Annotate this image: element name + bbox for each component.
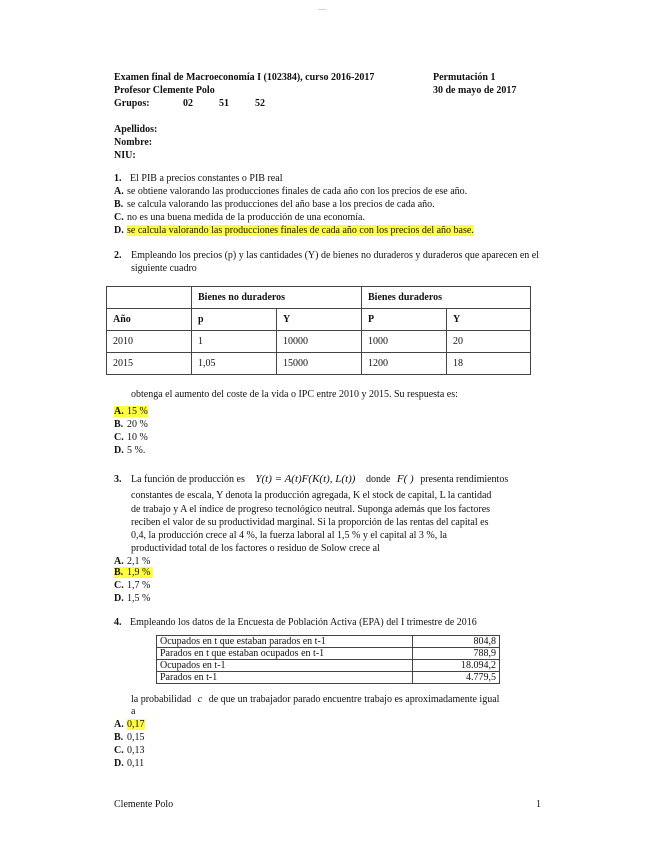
q4-option-d[interactable]: [114, 757, 144, 770]
option-text: no es una buena medida de la producción de una economía.: [127, 212, 365, 223]
table-cell: Parados en t que estaban ocupados en t-1: [157, 648, 413, 660]
prices-quantities-table: [106, 286, 531, 375]
groups-label: Grupos:: [114, 98, 150, 109]
option-text: 0,13: [127, 745, 145, 756]
table-cell: 10000: [277, 331, 362, 353]
table-cell: Parados en t-1: [157, 672, 413, 684]
option-text-highlighted: 15 %: [127, 406, 148, 417]
group-number: 51: [219, 98, 229, 109]
column-header: Y: [277, 309, 362, 331]
option-letter: A.: [114, 556, 124, 567]
question-text: donde: [365, 474, 391, 485]
table-cell: Ocupados en t-1: [157, 660, 413, 672]
q1-option-d[interactable]: [114, 224, 474, 237]
exam-date: 30 de mayo de 2017: [433, 85, 517, 96]
surname-label: Apellidos:: [114, 124, 158, 135]
option-letter: D.: [114, 758, 124, 769]
question-text: la probabilidad: [131, 694, 192, 705]
option-text: 0,11: [127, 758, 145, 769]
option-text-highlighted: 0,17: [127, 719, 145, 730]
option-text: 20 %: [127, 419, 148, 430]
group-number: 52: [255, 98, 265, 109]
question-text: de que un trabajador parado encuentre trabajo es aproximadamente igual: [208, 694, 500, 705]
question-3-line: 0,4, la producción crece al 4 %, la fuerza laboral al 1,5 % y el capital al 3 %, la: [131, 530, 447, 541]
question-3-line: reciben el valor de su productividad marginal. Si la proporción de las rentas del capital es: [131, 517, 489, 528]
table-cell: 1000: [362, 331, 447, 353]
option-text: 2,1 %: [127, 556, 151, 567]
name-label: Nombre:: [114, 137, 153, 148]
column-header: P: [362, 309, 447, 331]
q2-option-d[interactable]: [114, 444, 145, 457]
option-letter: C.: [114, 212, 124, 223]
question-3-line: de trabajo y A el índice de progreso tecnológico neutral. Suponga además que los factores: [131, 504, 491, 515]
question-2-number: 2.: [114, 250, 122, 261]
group-number: 02: [183, 98, 193, 109]
q1-option-b[interactable]: [114, 198, 435, 211]
question-number: 1.: [114, 173, 122, 184]
question-text: El PIB a precios constantes o PIB real: [130, 173, 283, 184]
table-cell: 804,8: [413, 636, 500, 648]
group-header: Bienes no duraderos: [192, 287, 362, 309]
table-row: [107, 331, 531, 353]
table-row: [157, 648, 500, 660]
q4-option-c[interactable]: [114, 744, 145, 757]
question-4: [114, 616, 477, 629]
question-number: 4.: [114, 617, 122, 628]
table-cell: 4.779,5: [413, 672, 500, 684]
column-header: Y: [447, 309, 531, 331]
page-number: 1: [536, 799, 541, 810]
option-text: 0,15: [127, 732, 145, 743]
option-letter: A.: [114, 719, 124, 730]
table-row: [107, 287, 531, 309]
question-3-line: constantes de escala, Y denota la producción agregada, K el stock de capital, L la cantidad: [131, 490, 492, 501]
option-letter: C.: [114, 580, 124, 591]
q3-option-c[interactable]: [114, 579, 150, 592]
question-4-prompt: [131, 693, 499, 706]
production-function-formula: Y(t) = A(t)F(K(t), L(t)): [255, 473, 356, 485]
table-cell: 15000: [277, 353, 362, 375]
question-4-prompt-end: a: [131, 706, 136, 717]
option-letter: D.: [114, 445, 124, 456]
exam-title: Examen final de Macroeconomía I (102384), curso 2016-2017: [114, 72, 375, 83]
q3-option-d[interactable]: [114, 592, 150, 605]
option-text: 1,7 %: [127, 580, 151, 591]
question-text: Empleando los datos de la Encuesta de Población Activa (EPA) del I trimestre de 2016: [130, 617, 477, 628]
table-row: [107, 309, 531, 331]
column-header: p: [192, 309, 277, 331]
option-letter: C.: [114, 432, 124, 443]
option-text: se calcula valorando las producciones del año base a los precios de cada año.: [127, 199, 435, 210]
question-2-text: Empleando los precios (p) y las cantidades (Y) de bienes no duraderos y duraderos que aparecen en el siguiente cuadro: [131, 250, 539, 274]
option-letter: B.: [114, 199, 124, 210]
q3-option-b[interactable]: [114, 566, 153, 579]
q4-option-a[interactable]: [114, 718, 145, 731]
footer-author: Clemente Polo: [114, 799, 174, 810]
table-row: [157, 672, 500, 684]
q2-option-a[interactable]: [114, 405, 148, 418]
option-text: 5 %.: [127, 445, 146, 456]
option-letter: B.: [114, 419, 124, 430]
question-3-number: 3.: [114, 474, 122, 485]
table-cell: 1: [192, 331, 277, 353]
permutation-label: Permutación 1: [433, 72, 496, 83]
question-3-line-1: [131, 473, 508, 486]
table-row: [157, 636, 500, 648]
option-letter: D.: [114, 593, 124, 604]
table-cell: 18: [447, 353, 531, 375]
professor-name: Profesor Clemente Polo: [114, 85, 215, 96]
table-cell: 18.094,2: [413, 660, 500, 672]
table-row: [107, 353, 531, 375]
niu-label: NIU:: [114, 150, 136, 161]
table-cell: 788,9: [413, 648, 500, 660]
table-row: [157, 660, 500, 672]
table-cell: 1200: [362, 353, 447, 375]
q4-option-b[interactable]: [114, 731, 145, 744]
question-text: presenta rendimientos: [420, 474, 509, 485]
option-text-highlighted: se calcula valorando las producciones finales de cada año con los precios del año base.: [127, 225, 474, 236]
option-letter: D.: [114, 225, 124, 236]
option-letter: B.: [114, 732, 124, 743]
question-1: [114, 172, 282, 185]
function-symbol: F( ): [396, 473, 414, 485]
epa-data-table: [156, 635, 500, 684]
q1-option-a[interactable]: [114, 185, 467, 198]
q2-option-b[interactable]: [114, 418, 148, 431]
option-text: se obtiene valorando las producciones finales de cada año con los precios de ese año.: [127, 186, 468, 197]
option-letter: A.: [114, 186, 124, 197]
top-mark: __: [318, 2, 326, 11]
option-text: 1,5 %: [127, 593, 151, 604]
option-letter: B.: [114, 567, 124, 578]
option-letter: C.: [114, 745, 124, 756]
table-cell: 1,05: [192, 353, 277, 375]
question-text: La función de producción es: [131, 474, 245, 485]
table-cell: Ocupados en t que estaban parados en t-1: [157, 636, 413, 648]
question-3-line: productividad total de los factores o residuo de Solow crece al: [131, 543, 380, 554]
option-text: 10 %: [127, 432, 148, 443]
option-text-highlighted: 1,9 %: [127, 567, 151, 578]
table-cell: 2015: [107, 353, 192, 375]
group-header: Bienes duraderos: [362, 287, 531, 309]
q2-option-c[interactable]: [114, 431, 148, 444]
table-cell: [107, 287, 192, 309]
column-header: Año: [107, 309, 192, 331]
question-2-prompt: obtenga el aumento del coste de la vida o IPC entre 2010 y 2015. Su respuesta es:: [131, 389, 458, 400]
probability-variable: c: [197, 694, 203, 705]
q1-option-c[interactable]: [114, 211, 365, 224]
table-cell: 2010: [107, 331, 192, 353]
table-cell: 20: [447, 331, 531, 353]
option-letter: A.: [114, 406, 124, 417]
